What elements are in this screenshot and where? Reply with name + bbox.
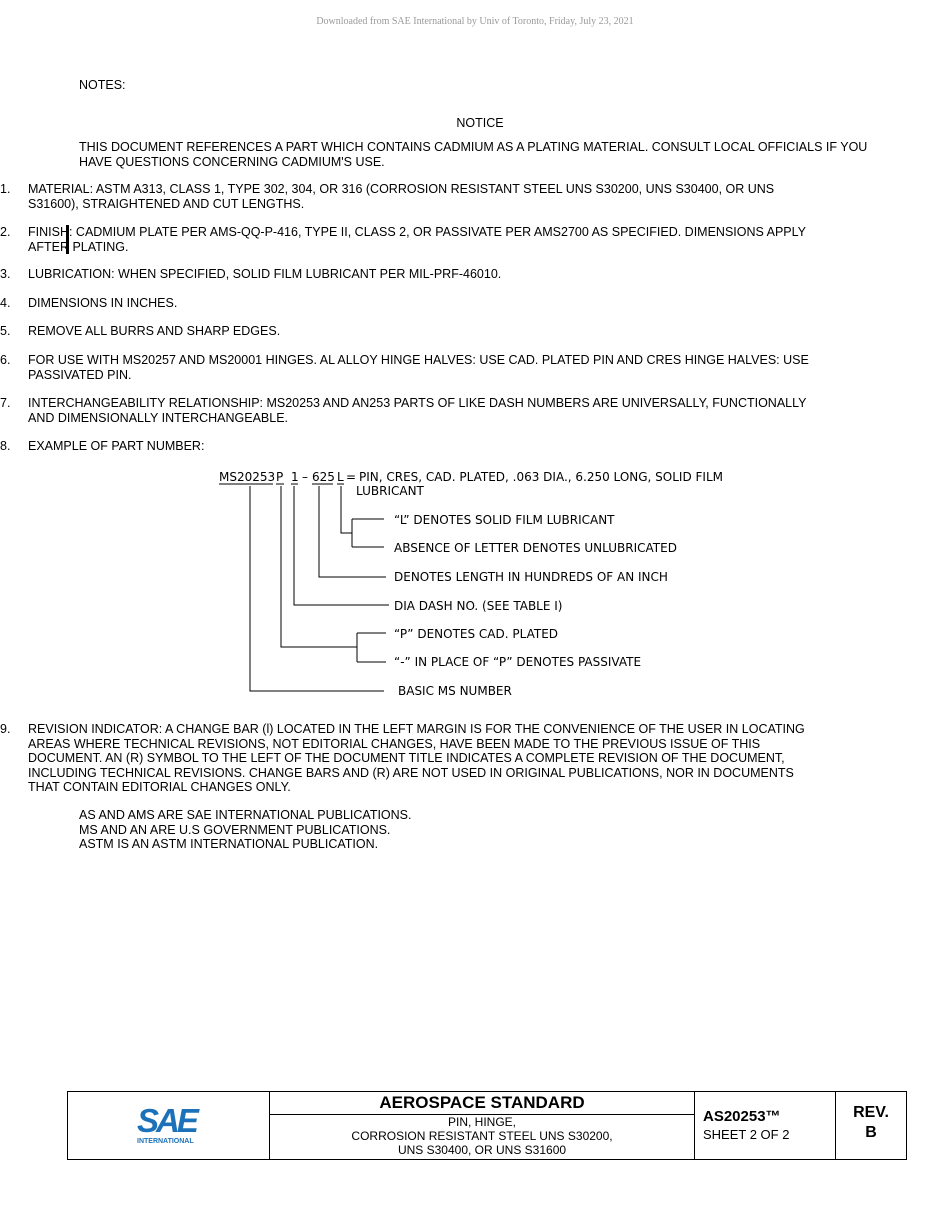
note-number: 9. xyxy=(0,722,11,736)
note-number: 2. xyxy=(0,225,11,239)
title-cell xyxy=(270,1092,695,1159)
rev-value: B xyxy=(865,1124,877,1141)
reference-line: ASTM IS AN ASTM INTERNATIONAL PUBLICATION. xyxy=(79,837,379,851)
callout-plated: “P” DENOTES CAD. PLATED xyxy=(394,627,559,641)
note-text: MATERIAL: ASTM A313, CLASS 1, TYPE 302, 304, OR 316 (CORROSION RESISTANT STEEL UNS S30200, UNS S30400, OR UNS S31600), STRAIGHTENED AND CUT LENGTHS. xyxy=(28,182,775,211)
doc-number: AS20253™ xyxy=(703,1108,781,1125)
note-text: EXAMPLE OF PART NUMBER: xyxy=(28,439,205,453)
download-watermark: Downloaded from SAE International by Univ of Toronto, Friday, July 23, 2021 xyxy=(316,16,634,27)
pn-desc-line2: LUBRICANT xyxy=(356,484,424,498)
logo-subtext: INTERNATIONAL xyxy=(137,1138,194,1145)
pn-dia: 1 xyxy=(291,470,299,484)
callout-dia: DIA DASH NO. (SEE TABLE I) xyxy=(394,599,563,613)
reference-line: AS AND AMS ARE SAE INTERNATIONAL PUBLICATIONS. xyxy=(79,808,412,822)
sheet-count: SHEET 2 OF 2 xyxy=(703,1127,790,1142)
pn-length: 625 xyxy=(312,470,335,484)
pn-basic: MS20253 xyxy=(219,470,276,484)
notice-heading: NOTICE xyxy=(456,116,504,130)
title-line: CORROSION RESISTANT STEEL UNS S30200, xyxy=(351,1129,613,1143)
note-number: 3. xyxy=(0,267,11,281)
title-block xyxy=(67,1091,907,1160)
standard-label: AEROSPACE STANDARD xyxy=(270,1092,694,1115)
revision-cell xyxy=(836,1092,906,1159)
callout-leaders xyxy=(250,486,389,691)
note-number: 5. xyxy=(0,324,11,338)
note-text: FINISH: CADMIUM PLATE PER AMS-QQ-P-416, TYPE II, CLASS 2, OR PASSIVATE PER AMS2700 AS SPECIFIED. DIMENSIONS APPLY AFTER PLATING. xyxy=(28,225,806,254)
note-text: REVISION INDICATOR: A CHANGE BAR (l) LOCATED IN THE LEFT MARGIN IS FOR THE CONVENIENCE OF THE USER IN LOCATING AREAS WHERE TECHNICAL REVISIONS, NOT EDITORIAL CHANGES, HAVE BEEN MADE TO THE PREVIOUS ISSUE OF THIS DOCUMENT. AN (R) SYMBOL TO THE LEFT OF THE DOCUMENT TITLE INDICATES A COMPLETE REVISION OF THE DOCUMENT, INCLUDING TECHNICAL REVISIONS. CHANGE BARS AND (R) ARE NOT USED IN ORIGINAL PUBLICATIONS, NOR IN DOCUMENTS THAT CONTAIN EDITORIAL CHANGES ONLY. xyxy=(28,722,805,794)
note-text: FOR USE WITH MS20257 AND MS20001 HINGES. AL ALLOY HINGE HALVES: USE CAD. PLATED PIN AND CRES HINGE HALVES: USE PASSIVATED PIN. xyxy=(28,353,809,382)
notes-heading: NOTES: xyxy=(79,78,126,92)
logo-wordmark: SAE xyxy=(137,1102,196,1139)
callout-passivate: “-” IN PLACE OF “P” DENOTES PASSIVATE xyxy=(394,655,642,669)
callout-lube: “L” DENOTES SOLID FILM LUBRICANT xyxy=(394,513,615,527)
callout-length: DENOTES LENGTH IN HUNDREDS OF AN INCH xyxy=(394,570,668,584)
reference-line: MS AND AN ARE U.S GOVERNMENT PUBLICATIONS. xyxy=(79,822,391,837)
pn-lube: L xyxy=(337,470,344,484)
doc-number-cell xyxy=(695,1092,836,1159)
callout-unlubricated: ABSENCE OF LETTER DENOTES UNLUBRICATED xyxy=(394,541,677,555)
note-text: INTERCHANGEABILITY RELATIONSHIP: MS20253 AND AN253 PARTS OF LIKE DASH NUMBERS ARE UNIVERSALLY, FUNCTIONALLY AND DIMENSIONALLY INTERCHANGEABLE. xyxy=(28,396,807,425)
pn-equals: = xyxy=(346,470,357,484)
note-number: 6. xyxy=(0,353,11,367)
callout-basic: BASIC MS NUMBER xyxy=(398,684,512,698)
note-number: 7. xyxy=(0,396,11,410)
note-text: REMOVE ALL BURRS AND SHARP EDGES. xyxy=(28,324,281,338)
notice-text: THIS DOCUMENT REFERENCES A PART WHICH CONTAINS CADMIUM AS A PLATING MATERIAL. CONSULT LOCAL OFFICIALS IF YOU HAVE QUESTIONS CONCERNING CADMIUM'S USE. xyxy=(79,140,868,169)
sae-logo xyxy=(136,1102,206,1148)
pn-dash: – xyxy=(302,470,308,484)
note-number: 4. xyxy=(0,296,11,310)
pn-desc-line1: PIN, CRES, CAD. PLATED, .063 DIA., 6.250 LONG, SOLID FILM xyxy=(359,470,723,484)
pn-plating: P xyxy=(276,470,284,484)
note-number: 1. xyxy=(0,182,11,196)
note-text: DIMENSIONS IN INCHES. xyxy=(28,296,178,310)
note-number: 8. xyxy=(0,439,11,453)
title-line: UNS S30400, OR UNS S31600 xyxy=(397,1143,567,1157)
title-line: PIN, HINGE, xyxy=(447,1115,516,1129)
note-text: LUBRICATION: WHEN SPECIFIED, SOLID FILM LUBRICANT PER MIL-PRF-46010. xyxy=(28,267,502,281)
rev-label: REV. xyxy=(853,1104,889,1121)
document-title xyxy=(270,1115,694,1157)
logo-cell xyxy=(68,1092,270,1159)
references xyxy=(79,808,412,852)
